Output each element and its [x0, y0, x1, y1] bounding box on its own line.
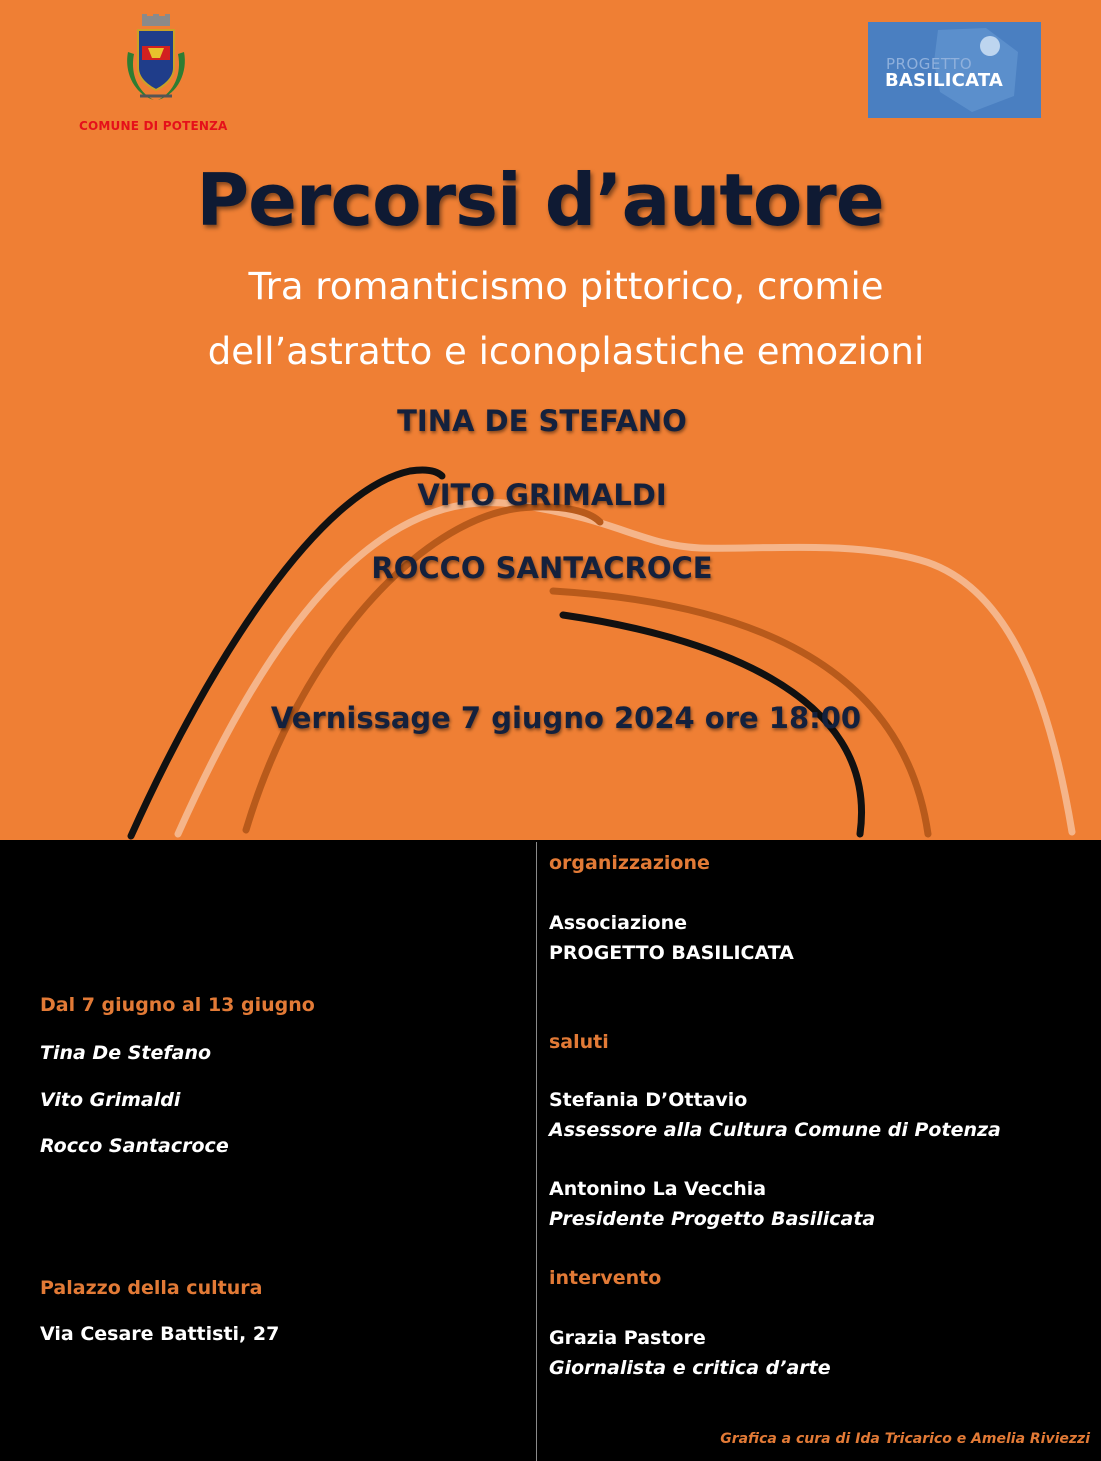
speaker-role: Presidente Progetto Basilicata [549, 1208, 876, 1230]
exhibition-dates: Dal 7 giugno al 13 giugno [40, 994, 315, 1016]
page-title: Percorsi d’autore [196, 158, 884, 242]
saluti-heading: saluti [549, 1031, 609, 1053]
intervento-heading: intervento [549, 1267, 662, 1289]
venue-address: Via Cesare Battisti, 27 [40, 1323, 280, 1345]
design-credit: Grafica a cura di Ida Tricarico e Amelia Riviezzi [720, 1431, 1090, 1447]
subtitle-line2: dell’astratto e iconoplastiche emozioni [207, 330, 925, 373]
organizer-line1: Associazione [549, 912, 688, 934]
progetto-basilicata-logo [868, 22, 1041, 118]
logo-line1: PROGETTO [886, 55, 973, 73]
artist-name: TINA DE STEFANO [397, 404, 687, 438]
logo-line2: BASILICATA [885, 70, 1004, 91]
speaker-role: Giornalista e critica d’arte [549, 1357, 831, 1379]
speaker-name: Antonino La Vecchia [549, 1178, 767, 1200]
artist-name: VITO GRIMALDI [417, 478, 667, 512]
artist-list-item: Tina De Stefano [40, 1042, 212, 1064]
vernissage-date: Vernissage 7 giugno 2024 ore 18:00 [270, 701, 862, 735]
subtitle-line1: Tra romanticismo pittorico, cromie [248, 265, 884, 308]
artist-list-item: Vito Grimaldi [40, 1089, 181, 1111]
speaker-name: Grazia Pastore [549, 1327, 706, 1349]
speaker-role: Assessore alla Cultura Comune di Potenza [549, 1119, 1001, 1141]
artist-name: ROCCO SANTACROCE [371, 551, 713, 585]
venue-name: Palazzo della cultura [40, 1277, 263, 1299]
comune-coat-of-arms-icon [120, 12, 192, 108]
comune-label: COMUNE DI POTENZA [79, 119, 228, 133]
speaker-name: Stefania D’Ottavio [549, 1089, 748, 1111]
organizzazione-heading: organizzazione [549, 852, 710, 874]
organizer-line2: PROGETTO BASILICATA [549, 942, 794, 964]
artist-list-item: Rocco Santacroce [40, 1135, 229, 1157]
column-divider [536, 842, 537, 1461]
